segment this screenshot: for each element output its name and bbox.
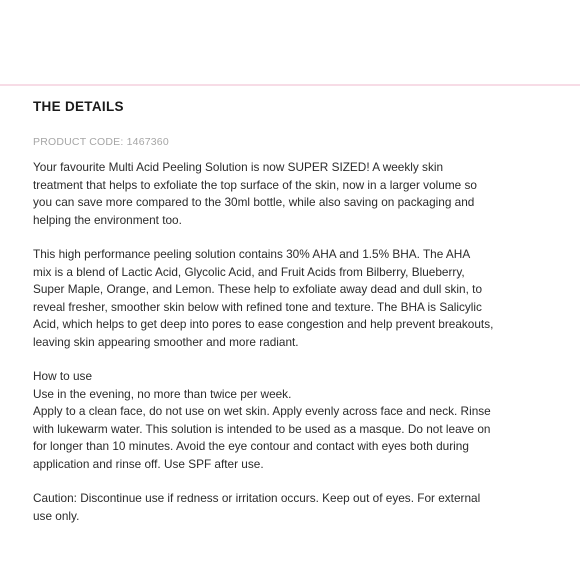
top-divider bbox=[0, 84, 580, 86]
paragraph-line: Your favourite Multi Acid Peeling Solution is now SUPER SIZED! A weekly skin bbox=[33, 160, 444, 174]
paragraph-line: mix is a blend of Lactic Acid, Glycolic Acid, and Fruit Acids from Bilberry, Blueberry, bbox=[33, 264, 465, 279]
paragraph-line: helping the environment too. bbox=[33, 212, 182, 227]
details-section bbox=[33, 98, 553, 525]
paragraph-line: Use in the evening, no more than twice per week. bbox=[33, 386, 292, 401]
how-to-use-paragraph bbox=[33, 368, 553, 473]
paragraph-line: leaving skin appearing smoother and more radiant. bbox=[33, 334, 299, 349]
paragraph-line: Super Maple, Orange, and Lemon. These help to exfoliate away dead and dull skin, to bbox=[33, 282, 483, 296]
paragraph-line: you can save more compared to the 30ml bottle, while also saving on packaging and bbox=[33, 195, 475, 209]
description-paragraph bbox=[33, 159, 553, 229]
paragraph-line: Acid, which helps to get deep into pores to ease congestion and help prevent breakouts, bbox=[33, 317, 494, 331]
ingredients-paragraph bbox=[33, 246, 553, 351]
details-title: THE DETAILS bbox=[33, 99, 124, 114]
paragraph-line: treatment that helps to exfoliate the top surface of the skin, now in a larger volume so bbox=[33, 177, 477, 192]
paragraph-line: reveal fresher, smoother skin below with refined tone and texture. The BHA is Salicylic bbox=[33, 299, 482, 314]
paragraph-line: Caution: Discontinue use if redness or irritation occurs. Keep out of eyes. For external bbox=[33, 491, 481, 505]
paragraph-line: with lukewarm water. This solution is intended to be used as a masque. Do not leave on bbox=[33, 421, 491, 436]
paragraph-line: for longer than 10 minutes. Avoid the eye contour and contact with eyes both during bbox=[33, 439, 469, 453]
paragraph-line: application and rinse off. Use SPF after use. bbox=[33, 456, 264, 471]
paragraph-line: How to use bbox=[33, 369, 93, 383]
paragraph-line: use only. bbox=[33, 508, 80, 523]
paragraph-line: Apply to a clean face, do not use on wet skin. Apply evenly across face and neck. Rinse bbox=[33, 404, 491, 418]
paragraph-line: This high performance peeling solution contains 30% AHA and 1.5% BHA. The AHA bbox=[33, 247, 471, 261]
product-code: PRODUCT CODE: 1467360 bbox=[33, 136, 169, 148]
caution-paragraph bbox=[33, 490, 553, 525]
